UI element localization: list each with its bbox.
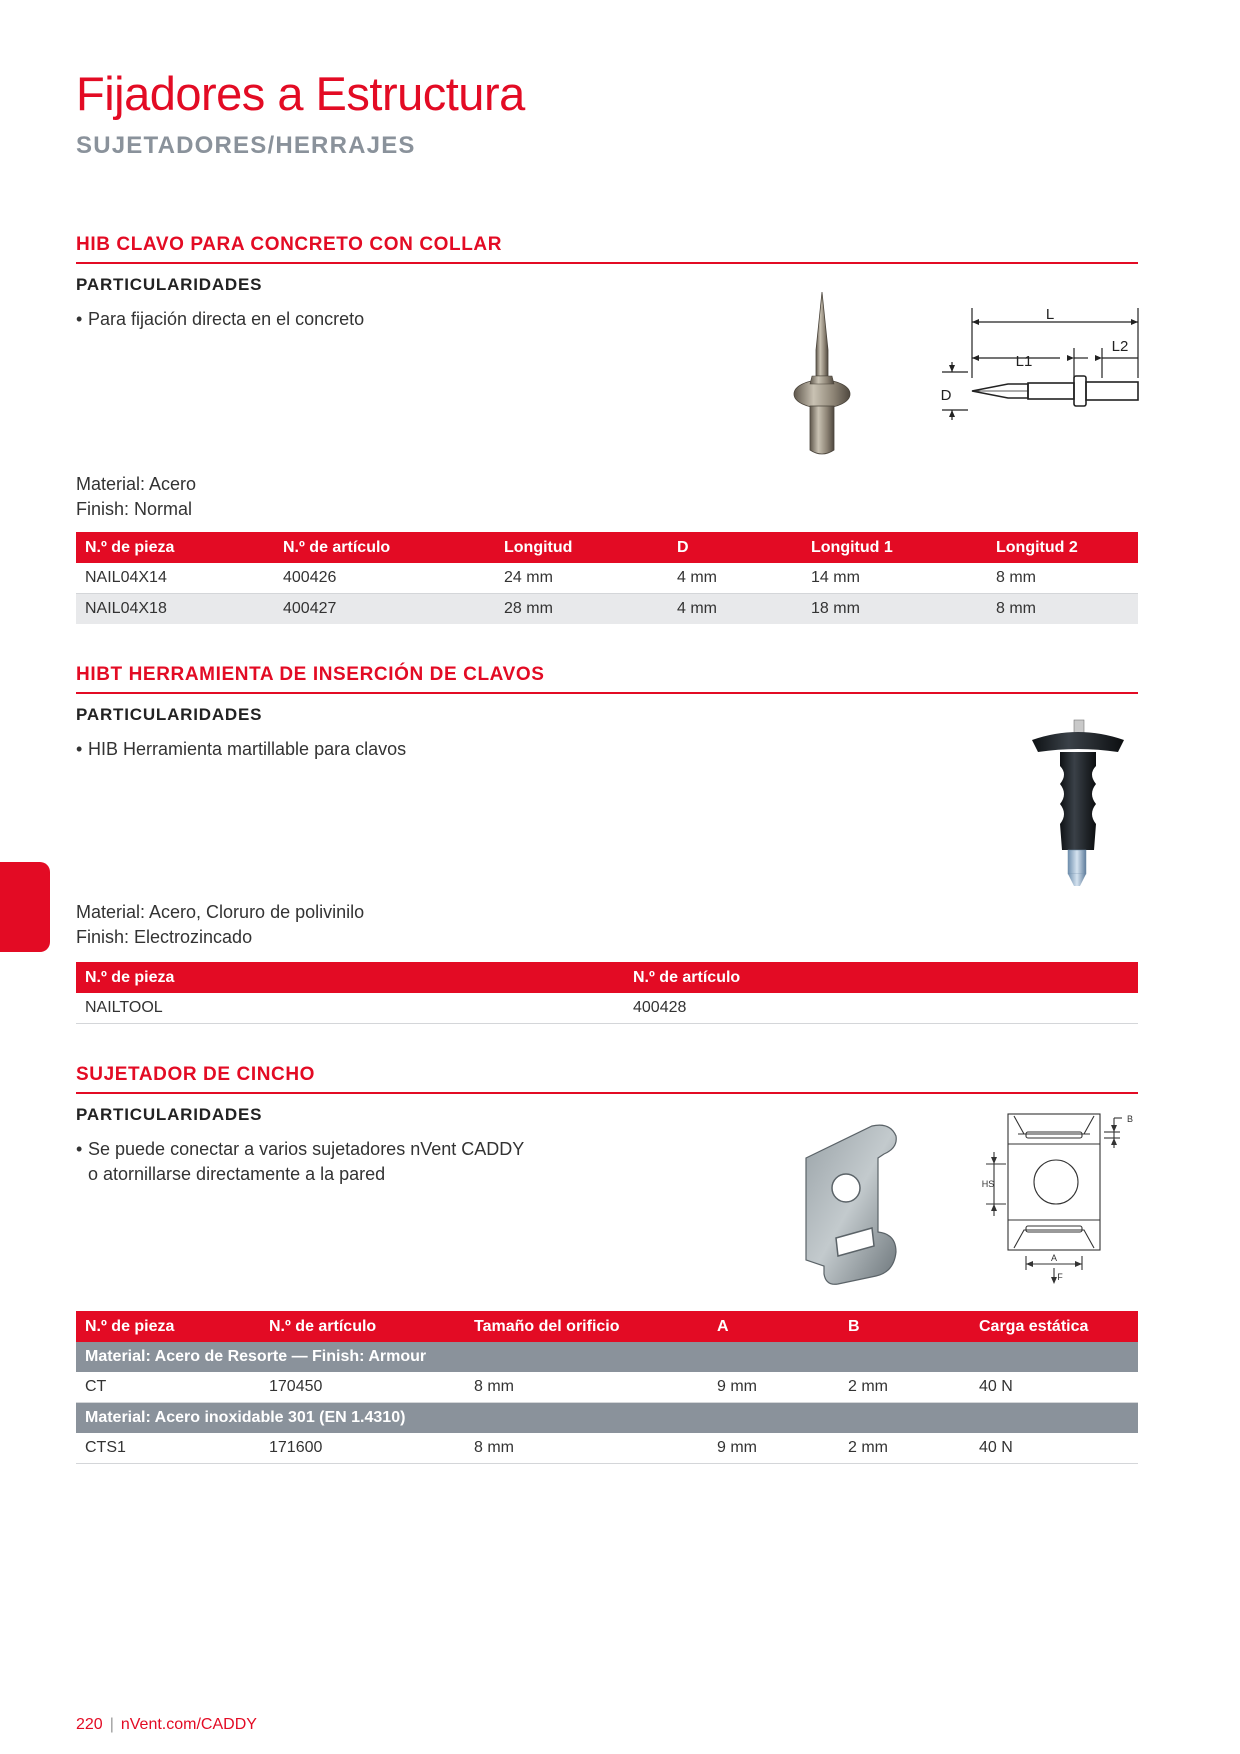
table-cell: 14 mm — [802, 563, 987, 594]
section-title-hibt: HIBT HERRAMIENTA DE INSERCIÓN DE CLAVOS — [76, 664, 545, 685]
table-cell: 171600 — [260, 1433, 465, 1464]
table-cell: NAIL04X14 — [76, 563, 274, 594]
table-header: N.º de artículo — [260, 1311, 465, 1342]
table-cell: NAIL04X18 — [76, 594, 274, 625]
table-cell: 400426 — [274, 563, 495, 594]
section-title-hib: HIB CLAVO PARA CONCRETO CON COLLAR — [76, 234, 503, 255]
diagram-label-l: L — [1045, 306, 1055, 323]
page-subtitle: SUJETADORES/HERRAJES — [76, 132, 416, 159]
diagram-label-a: A — [1050, 1253, 1058, 1263]
diagram-label-b: B — [1126, 1114, 1134, 1124]
table-group-row — [76, 1403, 1138, 1434]
table-cell: 40 N — [970, 1433, 1138, 1464]
section-divider — [76, 692, 1138, 694]
spec-table-clip — [76, 1311, 1138, 1464]
table-header: D — [668, 532, 802, 563]
table-cell: CTS1 — [76, 1433, 260, 1464]
table-header: N.º de artículo — [624, 962, 1138, 993]
group-label: Material: Acero de Resorte — Finish: Armour — [76, 1342, 1138, 1372]
page-title: Fijadores a Estructura — [76, 67, 525, 120]
table-cell: 400427 — [274, 594, 495, 625]
spec-table-hib — [76, 532, 1138, 624]
table-header: Longitud 1 — [802, 532, 987, 563]
section-divider — [76, 262, 1138, 264]
table-cell: 8 mm — [987, 594, 1138, 625]
features-heading: PARTICULARIDADES — [76, 275, 263, 294]
table-header: N.º de artículo — [274, 532, 495, 563]
table-row — [76, 594, 1138, 625]
material-text: Material: Acero — [76, 474, 197, 494]
feature-item: • Se puede conectar a varios sujetadores nVent CADDY o atornillarse directamente a la pared — [76, 1139, 525, 1184]
table-cell: 4 mm — [668, 563, 802, 594]
page-footer: 220 | nVent.com/CADDY — [76, 1716, 257, 1733]
section-title-clip: SUJETADOR DE CINCHO — [76, 1064, 316, 1085]
material-text: Material: Acero, Cloruro de polivinilo — [76, 902, 365, 922]
table-header-row — [76, 962, 1138, 993]
nail-image — [786, 290, 858, 458]
table-header: Tamaño del orificio — [465, 1311, 708, 1342]
table-header: A — [708, 1311, 839, 1342]
table-cell: CT — [76, 1372, 260, 1403]
diagram-label-d: D — [940, 387, 952, 404]
clip-image — [786, 1120, 904, 1290]
feature-item: • Para fijación directa en el concreto — [76, 309, 365, 329]
finish-text: Finish: Electrozincado — [76, 927, 253, 947]
diagram-label-l1: L1 — [1015, 353, 1033, 370]
feature-item: • HIB Herramienta martillable para clavos — [76, 739, 407, 759]
table-cell: 2 mm — [839, 1433, 970, 1464]
diagram-label-l2: L2 — [1111, 338, 1129, 355]
nail-diagram-icon — [930, 306, 1145, 436]
group-label: Material: Acero inoxidable 301 (EN 1.4310) — [76, 1403, 1138, 1434]
section-divider — [76, 1092, 1138, 1094]
table-header: N.º de pieza — [76, 962, 624, 993]
table-cell: NAILTOOL — [76, 993, 624, 1024]
table-header: B — [839, 1311, 970, 1342]
table-header-row — [76, 532, 1138, 563]
side-tab-marker — [0, 862, 50, 952]
table-row — [76, 1372, 1138, 1403]
table-row — [76, 1433, 1138, 1464]
table-cell: 28 mm — [495, 594, 668, 625]
finish-text: Finish: Normal — [76, 499, 193, 519]
table-row — [76, 563, 1138, 594]
table-cell: 40 N — [970, 1372, 1138, 1403]
table-cell: 4 mm — [668, 594, 802, 625]
table-cell: 8 mm — [987, 563, 1138, 594]
page-number: 220 — [76, 1716, 103, 1733]
table-group-row — [76, 1342, 1138, 1372]
table-cell: 8 mm — [465, 1372, 708, 1403]
features-heading: PARTICULARIDADES — [76, 705, 263, 724]
table-header: Longitud — [495, 532, 668, 563]
table-cell: 9 mm — [708, 1433, 839, 1464]
table-cell: 400428 — [624, 993, 1138, 1024]
table-cell: 18 mm — [802, 594, 987, 625]
table-cell: 2 mm — [839, 1372, 970, 1403]
table-header: Longitud 2 — [987, 532, 1138, 563]
table-header-row — [76, 1311, 1138, 1342]
table-cell: 8 mm — [465, 1433, 708, 1464]
clip-diagram-icon — [960, 1108, 1138, 1288]
diagram-label-hs: HS — [981, 1179, 995, 1189]
spec-table-hibt — [76, 962, 1138, 1024]
table-row — [76, 993, 1138, 1024]
table-header: N.º de pieza — [76, 532, 274, 563]
table-header: Carga estática — [970, 1311, 1138, 1342]
features-heading: PARTICULARIDADES — [76, 1105, 263, 1124]
footer-link[interactable]: nVent.com/CADDY — [120, 1716, 257, 1733]
table-cell: 170450 — [260, 1372, 465, 1403]
diagram-label-f: F — [1057, 1272, 1063, 1282]
table-cell: 24 mm — [495, 563, 668, 594]
table-cell: 9 mm — [708, 1372, 839, 1403]
nail-tool-image — [1024, 718, 1132, 890]
table-header: N.º de pieza — [76, 1311, 260, 1342]
